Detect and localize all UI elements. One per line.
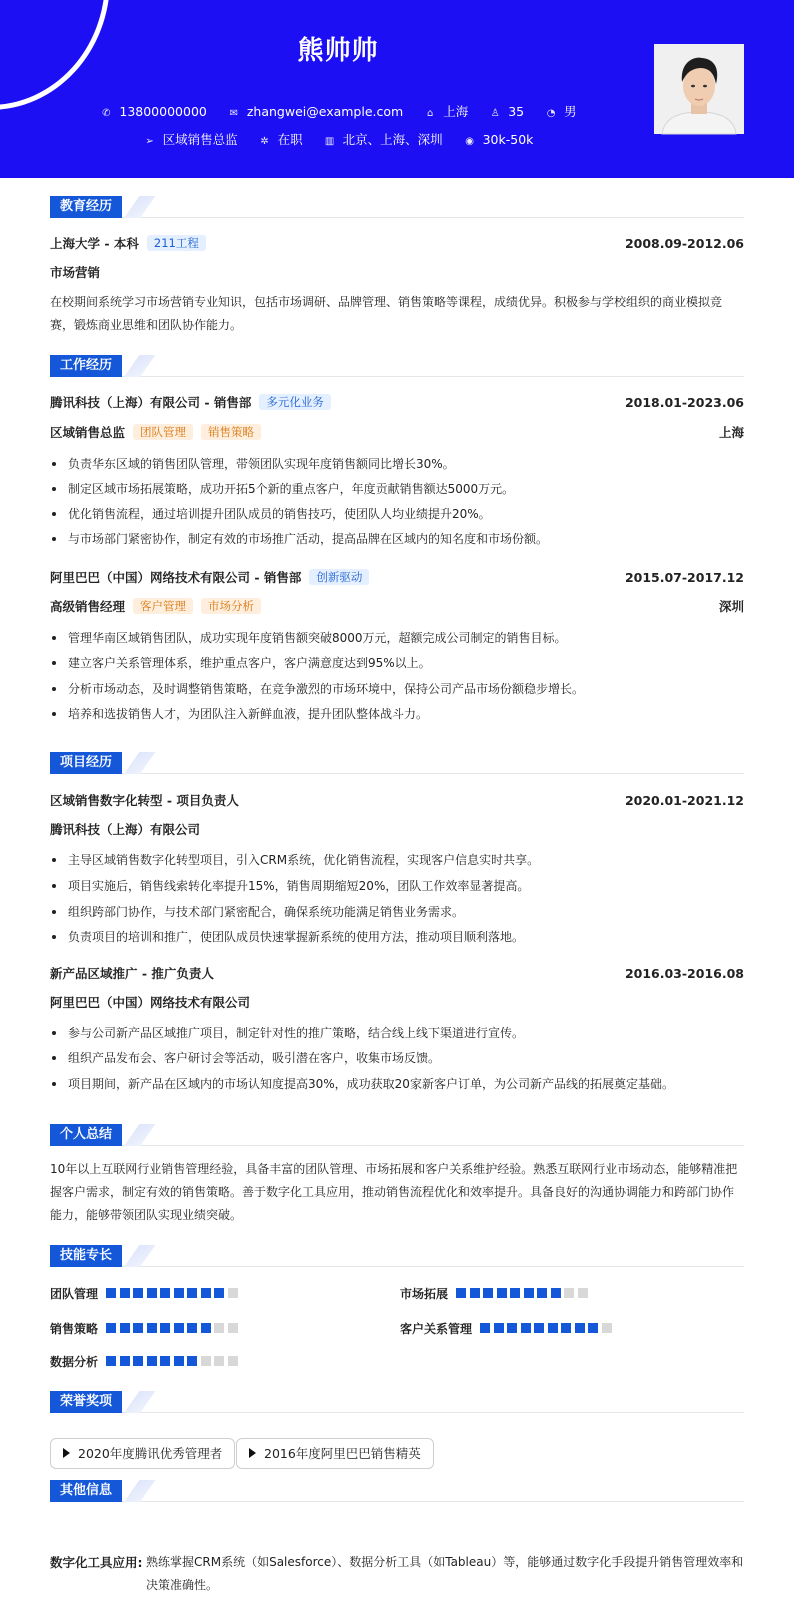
contact-row — [0, 102, 676, 120]
major: 市场营销 — [50, 265, 101, 280]
company-tag: 创新驱动 — [309, 569, 369, 585]
project-date: 2020.01-2021.12 — [624, 793, 744, 808]
list-item: 项目期间，新产品在区域内的市场认知度提高30%，成功获取20家新客户订单，为公司新产品线的拓展奠定基础。 — [50, 1075, 744, 1093]
skill-tag: 市场分析 — [201, 598, 261, 614]
section-header-project — [50, 752, 744, 774]
company-name: 腾讯科技（上海）有限公司 - 销售部 — [50, 395, 252, 410]
project-company-row — [50, 821, 744, 839]
skill-level-filled — [575, 1323, 585, 1333]
section-title: 项目经历 — [50, 752, 122, 774]
skill-level-filled — [174, 1288, 184, 1298]
section-title-accent — [124, 752, 155, 774]
list-item: 组织产品发布会、客户研讨会等活动，吸引潜在客户，收集市场反馈。 — [50, 1049, 744, 1067]
project-row — [50, 792, 744, 810]
skill-level-empty — [214, 1356, 224, 1366]
position-info: ➢ 区域销售总监 — [143, 130, 238, 148]
project-name: 新产品区域推广 - 推广负责人 — [50, 966, 214, 981]
award-item — [50, 1438, 235, 1469]
skill-level-bar — [480, 1321, 615, 1337]
project-company-row — [50, 994, 744, 1012]
work-company-row — [50, 569, 744, 587]
location-icon: ⌂ — [427, 108, 434, 119]
skill-level-empty — [214, 1323, 224, 1333]
award-label: 2020年度腾讯优秀管理者 — [78, 1446, 223, 1461]
skill-name: 销售策略 — [50, 1321, 99, 1336]
section-title: 教育经历 — [50, 196, 122, 218]
project-date: 2016.03-2016.08 — [624, 966, 744, 981]
skill-level-empty — [564, 1288, 574, 1298]
list-item: 建立客户关系管理体系，维护重点客户，客户满意度达到95%以上。 — [50, 654, 744, 672]
skill-level-empty — [228, 1288, 238, 1298]
salary-info: ◉ 30k-50k — [463, 132, 534, 147]
work-title-row — [50, 424, 744, 442]
skill-level-filled — [483, 1288, 493, 1298]
position-icon: ➢ — [145, 136, 154, 147]
skill-level-empty — [228, 1356, 238, 1366]
skill-level-filled — [497, 1288, 507, 1298]
skill-level-bar — [106, 1354, 241, 1370]
email-icon: ✉ — [229, 108, 239, 119]
other-info-label: 数字化工具应用: — [50, 1555, 143, 1570]
education-description: 在校期间系统学习市场营销专业知识，包括市场调研、品牌管理、销售策略等课程，成绩优异。积极参与学校组织的商业模拟竞赛，锻炼商业思维和团队协作能力。 — [50, 295, 723, 332]
list-item: 参与公司新产品区域推广项目，制定针对性的推广策略，结合线上线下渠道进行宣传。 — [50, 1024, 744, 1042]
salary-icon: ◉ — [465, 136, 474, 147]
skill-level-filled — [120, 1356, 130, 1366]
email-info: ✉ zhangwei@example.com — [227, 104, 403, 119]
section-title-accent — [124, 1124, 155, 1146]
other-info-text: 熟练掌握CRM系统（如Salesforce）、数据分析工具（如Tableau）等，能够通过数字化手段提升销售管理效率和决策准确性。 — [146, 1555, 744, 1592]
skill-level-filled — [160, 1288, 170, 1298]
section-title-accent — [124, 355, 155, 377]
skill-level-filled — [548, 1323, 558, 1333]
job-title: 区域销售总监 — [50, 425, 126, 440]
skill-name: 市场拓展 — [400, 1286, 449, 1301]
skill-level-filled — [160, 1356, 170, 1366]
skill-level-filled — [133, 1288, 143, 1298]
section-title-accent — [124, 1245, 155, 1267]
skill-level-bar — [106, 1321, 241, 1337]
skill-level-filled — [480, 1323, 490, 1333]
company-name: 阿里巴巴（中国）网络技术有限公司 - 销售部 — [50, 570, 302, 585]
city-info: ⌂ 上海 — [423, 102, 468, 120]
status-info: ✲ 在职 — [258, 130, 303, 148]
skill-level-filled — [160, 1323, 170, 1333]
project-company: 腾讯科技（上海）有限公司 — [50, 822, 201, 837]
list-item: 组织跨部门协作，与技术部门紧密配合，确保系统功能满足销售业务需求。 — [50, 903, 744, 921]
skill-level-filled — [456, 1288, 466, 1298]
skill-level-filled — [510, 1288, 520, 1298]
skill-name: 团队管理 — [50, 1286, 99, 1301]
school-tag: 211工程 — [147, 235, 206, 251]
phone-icon: ✆ — [102, 108, 111, 119]
skill-level-filled — [534, 1323, 544, 1333]
city-icon: ▥ — [324, 136, 335, 147]
skill-level-filled — [214, 1288, 224, 1298]
section-title: 工作经历 — [50, 355, 122, 377]
skill-level-filled — [106, 1356, 116, 1366]
skill-item — [50, 1285, 241, 1301]
phone-info: ✆ 13800000000 — [99, 104, 206, 119]
section-header-education — [50, 196, 744, 218]
skill-level-filled — [133, 1356, 143, 1366]
skill-level-filled — [494, 1323, 504, 1333]
skill-item — [400, 1285, 591, 1301]
section-title-accent — [124, 1391, 155, 1413]
skill-level-filled — [507, 1323, 517, 1333]
list-item: 分析市场动态，及时调整销售策略，在竞争激烈的市场环境中，保持公司产品市场份额稳步增长。 — [50, 680, 744, 698]
skill-level-filled — [147, 1356, 157, 1366]
list-item: 培养和选拔销售人才，为团队注入新鲜血液，提升团队整体战斗力。 — [50, 705, 744, 723]
skill-level-filled — [106, 1323, 116, 1333]
triangle-icon — [249, 1448, 256, 1458]
section-header-awards — [50, 1391, 744, 1413]
list-item: 项目实施后，销售线索转化率提升15%，销售周期缩短20%，团队工作效率显著提高。 — [50, 877, 744, 895]
work-company-row — [50, 394, 744, 412]
skill-level-empty — [201, 1356, 211, 1366]
gender-info: ◔ 男 — [544, 102, 577, 120]
list-item: 与市场部门紧密协作，制定有效的市场推广活动，提高品牌在区域内的知名度和市场份额。 — [50, 530, 744, 548]
summary-text: 10年以上互联网行业销售管理经验，具备丰富的团队管理、市场拓展和客户关系维护经验。熟悉互联网行业市场动态，能够精准把握客户需求，制定有效的销售策略。善于数字化工具应用，推动销售流程优化和效率提升。具备良好的沟通协调能力和跨部门协作能力，能够带领团队实现业绩突破。 — [50, 1162, 738, 1222]
award-label: 2016年度阿里巴巴销售精英 — [264, 1446, 421, 1461]
section-header-skills — [50, 1245, 744, 1267]
skill-level-empty — [578, 1288, 588, 1298]
skill-level-filled — [561, 1323, 571, 1333]
skill-name: 数据分析 — [50, 1354, 99, 1369]
school-name: 上海大学 - 本科 — [50, 236, 139, 251]
skill-level-filled — [201, 1323, 211, 1333]
avatar-portrait — [654, 44, 744, 134]
project-name: 区域销售数字化转型 - 项目负责人 — [50, 793, 239, 808]
job-title: 高级销售经理 — [50, 599, 126, 614]
section-header-other — [50, 1480, 744, 1502]
section-header-work — [50, 355, 744, 377]
skill-item — [50, 1353, 241, 1369]
education-date: 2008.09-2012.06 — [624, 236, 744, 251]
project-company: 阿里巴巴（中国）网络技术有限公司 — [50, 995, 251, 1010]
skill-level-filled — [147, 1323, 157, 1333]
skill-level-bar — [456, 1286, 591, 1302]
skill-level-filled — [551, 1288, 561, 1298]
company-tag: 多元化业务 — [259, 394, 331, 410]
education-row — [50, 235, 744, 253]
resume-header — [0, 0, 794, 178]
list-item: 制定区域市场拓展策略，成功开拓5个新的重点客户，年度贡献销售额达5000万元。 — [50, 480, 744, 498]
skill-tag: 团队管理 — [133, 424, 193, 440]
skill-level-filled — [187, 1288, 197, 1298]
skill-level-filled — [201, 1288, 211, 1298]
status-icon: ✲ — [260, 136, 269, 147]
skill-tag: 销售策略 — [201, 424, 261, 440]
skill-level-bar — [106, 1286, 241, 1302]
profile-photo — [654, 44, 744, 134]
list-item: 主导区域销售数字化转型项目，引入CRM系统，优化销售流程，实现客户信息实时共享。 — [50, 851, 744, 869]
skill-level-filled — [120, 1288, 130, 1298]
skill-level-filled — [524, 1288, 534, 1298]
skill-level-empty — [228, 1323, 238, 1333]
list-item: 负责项目的培训和推广，使团队成员快速掌握新系统的使用方法，推动项目顺利落地。 — [50, 928, 744, 946]
triangle-icon — [63, 1448, 70, 1458]
job-intent-row — [0, 130, 676, 148]
skill-item — [50, 1320, 241, 1336]
skill-level-filled — [187, 1323, 197, 1333]
skill-level-filled — [187, 1356, 197, 1366]
section-title-accent — [124, 1480, 155, 1502]
section-title: 技能专长 — [50, 1245, 122, 1267]
skill-level-filled — [470, 1288, 480, 1298]
major-row — [50, 264, 744, 282]
award-item — [236, 1438, 434, 1469]
project-row — [50, 965, 744, 983]
list-item: 管理华南区域销售团队，成功实现年度销售额突破8000万元，超额完成公司制定的销售目标。 — [50, 629, 744, 647]
section-title: 其他信息 — [50, 1480, 122, 1502]
skill-item — [400, 1320, 615, 1336]
list-item: 负责华东区域的销售团队管理，带领团队实现年度销售额同比增长30%。 — [50, 455, 744, 473]
section-title: 个人总结 — [50, 1124, 122, 1146]
work-date: 2015.07-2017.12 — [624, 570, 744, 585]
skill-level-filled — [120, 1323, 130, 1333]
gender-icon: ◔ — [546, 108, 556, 119]
skill-level-filled — [174, 1356, 184, 1366]
skill-name: 客户关系管理 — [400, 1321, 473, 1336]
age-info: ♙ 35 — [488, 104, 524, 119]
list-item: 优化销售流程，通过培训提升团队成员的销售技巧，使团队人均业绩提升20%。 — [50, 505, 744, 523]
work-city: 上海 — [718, 425, 744, 440]
section-header-summary — [50, 1124, 744, 1146]
skill-level-filled — [147, 1288, 157, 1298]
target-city-info: ▥ 北京、上海、深圳 — [323, 130, 443, 148]
age-icon: ♙ — [490, 108, 500, 119]
skill-level-filled — [521, 1323, 531, 1333]
skill-tag: 客户管理 — [133, 598, 193, 614]
skill-level-filled — [588, 1323, 598, 1333]
skill-level-empty — [602, 1323, 612, 1333]
work-title-row — [50, 598, 744, 616]
skill-level-filled — [106, 1288, 116, 1298]
work-date: 2018.01-2023.06 — [624, 395, 744, 410]
skill-level-filled — [537, 1288, 547, 1298]
section-title: 荣誉奖项 — [50, 1391, 122, 1413]
skill-level-filled — [174, 1323, 184, 1333]
skill-level-filled — [133, 1323, 143, 1333]
section-title-accent — [124, 196, 155, 218]
candidate-name: 熊帅帅 — [297, 36, 379, 66]
work-city: 深圳 — [718, 599, 744, 614]
